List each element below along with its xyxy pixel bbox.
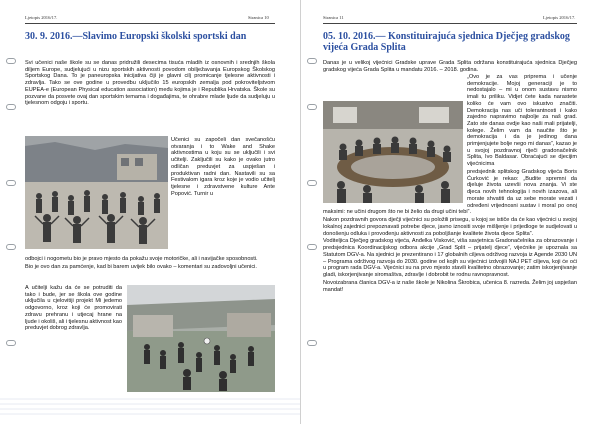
right-leader-paragraph: Voditeljica Dječjeg gradskog vijeća, Anđelka Visković, viša savjetnica Gradonačelnika za obrazovanje i predsjednica Koordinacijskog odbora akcije „Grad Split – prijatelj djece“, vijećnike je upoznala sa Statutom DGV-a. Na sjednici je prezentirano i 17 globalnih ciljeva održivog razvoja iz Agende 2030 UN – Programa održivog razvoja do 2030. godine od kojih su vijećnici izdvojili NAJ PET ciljeva, koji će oći u program rada DGV-a. Vijećnici su na prvo mjesto stavili kvalitetno obrazovanje; zatim iskorjenjivanje gladi, iskorjenjivanje siromaštva, zdravlje i dobrobit te rodnu ravnopravnost. [323, 238, 577, 278]
binder-ring [6, 104, 16, 110]
right-continue-paragraph: predsjednik splitskog Gradskog vijeća Boris Ćurković je rekao: „Budite spremni da djeluje života uzevši nova znanja. Vi ste djeca novih tehnologija i novih izazova, ali morate shvatiti da uz sebe morate vezati i određeni vrijednosni sustav i moral po onoj maksimi: ne učini drugom što ne bi želio da drugi učini tebi“. [323, 169, 577, 216]
photo-wrap-spacer [323, 74, 467, 204]
right-quote-text [323, 74, 577, 294]
right-intro-text [323, 60, 577, 75]
right-page [300, 0, 600, 424]
binder-ring [307, 58, 317, 64]
binder-ring [6, 244, 16, 250]
right-pledge-paragraph: Nakon pozdravnih govora dječji vijećnici su položili prisegu, u kojoj se ističe da će kao vijećnici u svojoj lokalnoj zajednici prepoznavati potrebe djece, javno iznositi svoje mišljenje i prijedloge te sudjelovati u donošenju odluka i provođenju aktivnosti za poboljšanje kvalitete života djece Splita“. [323, 217, 577, 237]
binder-ring [307, 180, 317, 186]
left-intro-paragraph: Svi učenici naše škole su se danas pridružili desecima tisuća mladih iz osnovnih i srednjih škola diljem Europe, sudjelujući u nizu sportskih aktivnosti povodom obilježavanja Europskog Školskog Sportskog Dana. To je paneuropska inicijativa čiji je glavni cilj promicanje tjelesne aktivnosti i zdravlja. Tako se ove godine u provedbu uključilo 15 europskih zemalja pod pokroviteljstvom EUPEA-e (European Physical education association) među kojima je i Republika Hrvatska. Škole su pozvane da posvete ovaj dan sportskim temama i događajima, te ohrabre mlade ljude da sudjeluju u tjelesnom odgoju i sportu. [25, 60, 275, 107]
binder-ring [307, 340, 317, 346]
left-full-paragraph: odbojci i nogometu bio je pravo mjesto da pokažu svoje motoričke, ali i navijačke sposobnosti. [25, 256, 258, 262]
binder-ring [6, 58, 16, 64]
binder-ring [6, 180, 16, 186]
right-header-yearbook: Ljetopis 2016/17. [543, 15, 576, 20]
right-article-title: 05. 10. 2016.— Konstituirajuća sjednica Dječjeg gradskog vijeća Grada Splita [323, 31, 570, 53]
right-quote-paragraph: „Ovo je za vas priprema i učenje demokracije. Mojoj generaciji je to nedostajalo – mi u onom sustavu nismo imali tu priliku. Vidjet ćete kada narastete koliko će vam ovo iskustvo značiti. Demokracija nas uči tolerantnosti i kako zajedno napravimo najbolje za naš grad. Zato ste danas ovdje kao naši mali prijatelji, kolege. Želim vam da naučite što je demokracija i da je jedinog dana primjenjujete bolje nego mi danas“, kazao je u svojoj pozdravnoj riječi gradonačelnik Splita, Ivo Baldasar. Obraćajući se djecijim vijećnicima [467, 74, 577, 168]
left-bottom-paragraph-1: Bio je ovo dan za pamćenje, kad bi barem uvijek bilo ovako – komentari su zadovoljni učenici. [25, 263, 257, 270]
binder-ring [307, 244, 317, 250]
right-member-paragraph: Novoizabrana članica DGV-a iz naše škole je Nikolina Škrobica, učenica 8. razreda. Želim joj uspješan mandat! [323, 279, 577, 293]
left-header-page-number: Stranica 10 [248, 15, 269, 20]
right-header-page-number: Stranica 11 [323, 15, 344, 20]
left-bottom-paragraph-2: A učitelji kažu da će se potruditi da tako i bude, jer se škola ove godine uključila u cjelovitiji projekt Mi jedemo odgovorno, kroz koji će promovirati zdravu prehranu i utjecaj hrane na ljude i okoliš, ali i tjelesnu aktivnost kao preduvjet dobrog zdravlja. [25, 285, 123, 332]
left-side-paragraph: Učenici su započeli dan svečanošću otvaranja i to Wake and Shake aktivnostima u koju su se uključili i svi učitelji. Zaključili su kako je ovako jutro odličan preduvjet za uspješan i produktivan radni dan. Nastavili su sa Festivalom igara kroz koje je vodio učitelj tjelesne i zdravstvene kulture Ante Popović. Turnir u [171, 137, 275, 197]
binder-ring [307, 104, 317, 110]
right-intro-paragraph: Danas je u velikoj vijećnici Gradske uprave Grada Splita održana konstituirajuća sjednica Dječjeg gradskog vijeća Grada Splita u mandatu 2016. – 2018. godina. [323, 60, 577, 73]
binder-ring [6, 340, 16, 346]
left-header-yearbook: Ljetopis 2016/17. [25, 15, 58, 20]
left-article-title: 30. 9. 2016.—Slavimo Europski školski sportski dan [25, 31, 247, 42]
right-header-rule [323, 23, 577, 24]
